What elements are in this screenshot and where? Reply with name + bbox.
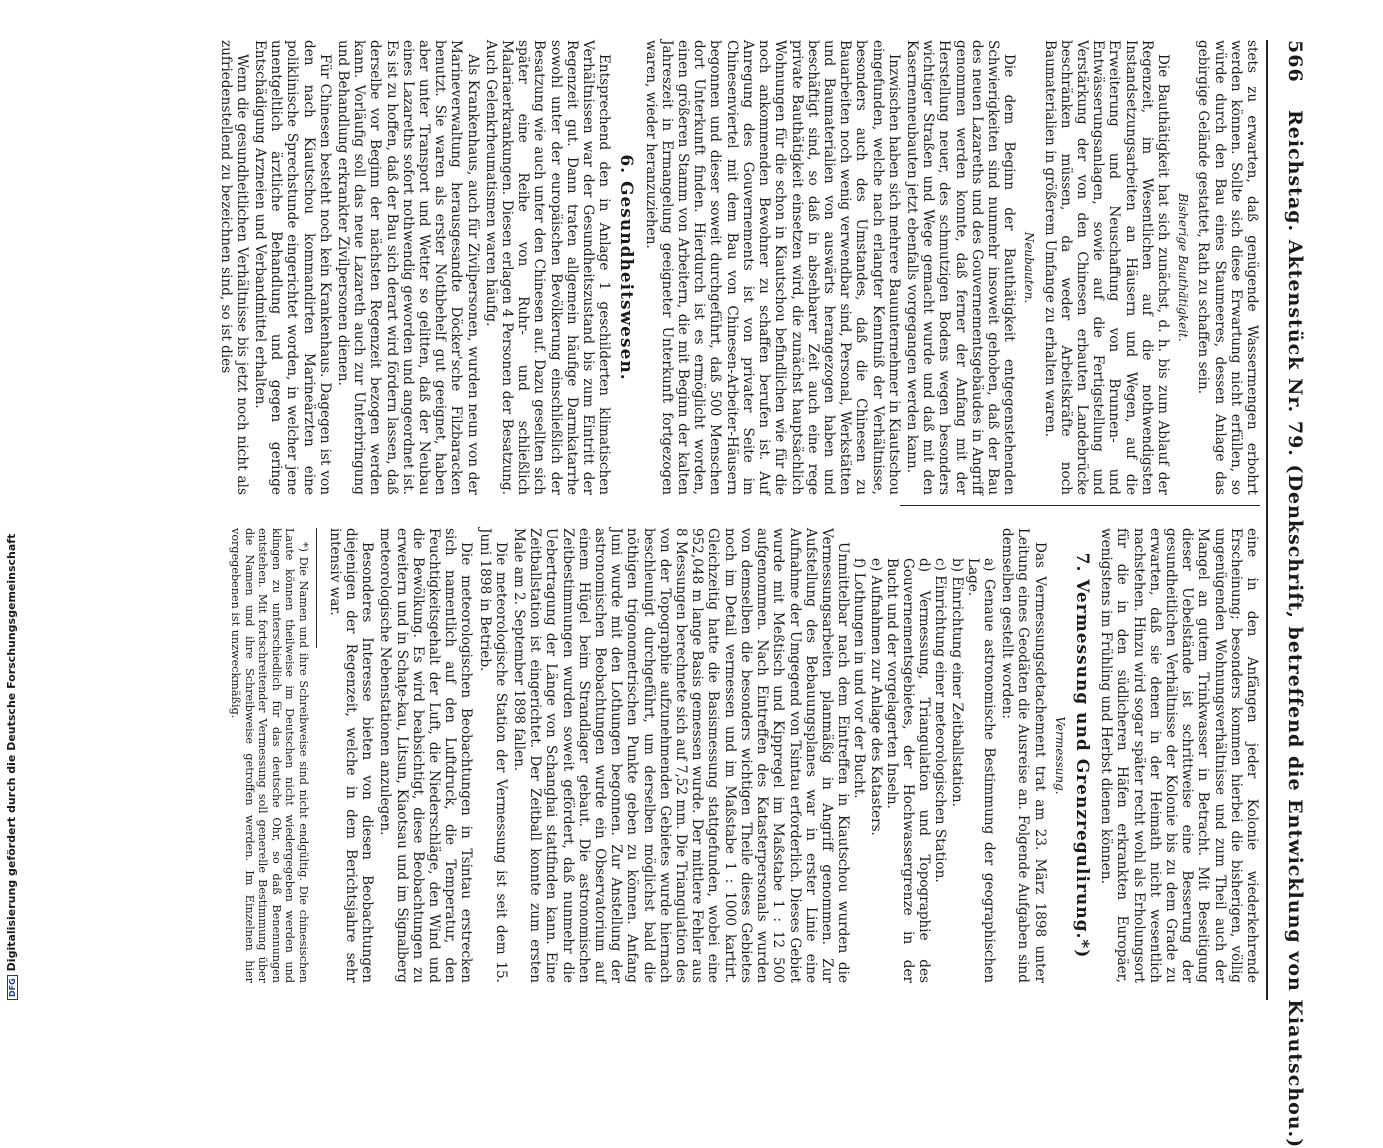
list-item: f) Lothungen in und vor der Bucht. <box>851 558 868 799</box>
column-divider <box>900 505 1260 506</box>
paragraph: Für Chinesen besteht noch kein Krankenhaus. Dagegen ist von den nach Kiautschou kommandirten Marineärzten eine poliklinische Sprechstunde eingerichtet worden, in welcher jene unentgeltlich ärztliche Behandlung und gegen geringe Entschädigung Arzneien und Verbandmittel erhalten. <box>252 40 333 495</box>
paragraph: Die meteorologischen Beobachtungen in Tsintau erstrecken sich namentlich auf den Luftdruck, die Temperatur, den Feuchtigkeitsgehalt der Luft, die Niederschläge, den Wind und die Bewölkung. Es wird beabsichtigt, diese Beobachtungen zu erweitern und in Schaţe-kau, Litsun, Kiaotsau und im Signalberg meteorologische Nebenstationen anzulegen. <box>377 528 475 983</box>
left-column <box>215 40 1260 495</box>
paragraph: Wenn die gesundheitlichen Verhältnisse bis jetzt noch nicht als zufriedenstellend zu bezeichnen sind, so ist dies <box>217 40 250 495</box>
footnote: *) Die Namen und ihre Schreibweise sind nicht endgültig. Die chinesischen Laute können theilweise im Deutschen nicht wiedergegeben werden und klingen zu unterschiedlich für das deutsche Ohr, so daß Benennungen entstehen. Mit fortschreitender Vermessung soll generelle Bestimmung über die Namen und ihre Schreibweise getroffen werden. Im Einzelnen hier vorgegebenen ist unzweckmäßig. <box>229 528 310 983</box>
credit-text: Digitalisierung gefördert durch die Deutsche Forschungsgemeinschaft <box>5 533 18 972</box>
header-rule <box>1266 40 1268 1000</box>
list-item: a) Genaue astronomische Bestimmung der geographischen Lage. <box>964 558 997 983</box>
paragraph: Als Krankenhaus, auch für Zivilpersonen, wurden neun von der Marineverwaltung herausgesandte Döcker'sche Filzbaracken benutzt. Sie waren als erster Nothbehelf gut geeignet, haben aber unter Transport und Wetter so gelitten, daß der Neubau eines Lazareths sofort nothwendig geworden und angeordnet ist. Es ist zu hoffen, daß der Bau sich derart wird fördern lassen, daß derselbe vor Beginn der nächsten Regenzeit bezogen werden kann. Vorläufig soll das neue Lazareth auch zur Unterbringung und Behandlung erkrankter Zivilpersonen dienen. <box>335 40 481 495</box>
list-item: e) Aufnahmen zur Anlage des Katasters. <box>867 558 884 836</box>
page-header <box>1272 40 1312 1148</box>
paragraph: Unmittelbar nach dem Eintreffen in Kiautschou wurden die Vermessungsarbeiten planmäßig in Angriff genommen. Zur Aufstellung des Bebauungsplanes war in erster Linie eine Aufnahme der Umgegend von Tsintau erforderlich. Dieses Gebiet wurde mit Meßtisch und Kippregel im Maßstabe 1 : 12 500 aufgenommen. Nach Eintreffen des Katasterpersonals wurden von demselben die besonders wichtigen Theile dieses Gebietes noch im Detail vermessen und im Maßstabe 1 : 1000 kartirt. Gleichzeitig hatte die Basismessung stattgefunden, wobei eine 952,048 m lange Basis gemessen wurde. Der mittlere Fehler aus 8 Messungen berechnete sich auf 7,52 mm. Die Triangulation des von der Topographie aufzunehmenden Gebietes wurde hiernach beschleunigt durchgeführt, um derselben möglichst bald die nöthigen trigonometrischen Punkte geben zu können. Anfang Juni wurde mit den Lothungen begonnen. Zur Anstellung der astronomischen Beobachtungen wurde ein Observatorium auf einem Hügel beim Strandlager gebaut. Die astronomischen Zeitbestimmungen wurden soweit gefördert, daß nunmehr die Uebertragung der Länge von Schanghai stattfinden kann. Eine Zeitballstation ist eingerichtet. Der Zeitball konnte zum ersten Male am 2. September 1898 fallen. <box>511 528 852 983</box>
paragraph: Besonderes Interesse bieten von diesen Beobachtungen diejenigen der Regenzeit, welche in dem Berichtsjahre sehr intensiv war. <box>326 528 376 983</box>
paragraph: Die dem Beginn der Bauthätigkeit entgegenstehenden Schwierigkeiten sind nunmehr insoweit gehoben, daß der Bau des neuen Lazareths und des Gouvernementsgebäudes in Angriff genommen werden konnte, daß ferner der Anfang mit der Herstellung neuer, des schmutzigen Bodens wegen besonders wichtiger Straßen und Wege gemacht wurde und daß mit den Kasernenneubauten jetzt ebenfalls vorgegangen werden kann. <box>903 40 1018 495</box>
list-item: b) Einrichtung einer Zeitballstation. <box>948 558 965 807</box>
subheading: Vermessung. <box>1052 716 1067 795</box>
subheading: Neubauten. <box>1022 231 1037 304</box>
footnote-rule <box>316 528 317 648</box>
right-column <box>227 528 1260 983</box>
paragraph: Die meteorologische Station der Vermessung ist seit dem 15. Juni 1898 in Betrieb. <box>476 528 509 983</box>
paragraph: Das Vermessungsdetachement trat am 23. März 1898 unter Leitung eines Geodäten die Ausreise an. Folgende Aufgaben sind demselben gestellt worden: <box>999 528 1048 983</box>
dfg-logo: DFG <box>7 975 18 1000</box>
section-heading: 7. Vermessung und Grenzregulirung.*) <box>1071 552 1092 959</box>
digitization-credit <box>5 533 18 1000</box>
section-heading: 6. Gesundheitswesen. <box>616 154 637 381</box>
paragraph: eine in den Anfängen jeder Kolonie wiederkehrende Erscheinung; besonders kommen hierbei die bisherigen, völlig ungenügenden Wohnungsverhältnisse und zum Theil auch der Mangel an gutem Trinkwasser in Betracht. Mit Beseitigung dieser Uebelstände ist schrittweise eine Besserung der gesundheitlichen Verhältnisse der Kolonie bis zu dem Grade zu erwarten, daß sie denen in der Heimath nicht wesentlich nachstehen. Hinzu wird sogar später recht wohl als Erholungsort für die in den südlicheren Häfen erkrankten Europäer, wenigstens im Frühling und Herbst dienen können. <box>1098 528 1260 983</box>
list-item: c) Einrichtung einer meteorologischen Station. <box>932 558 949 883</box>
list-item: d) Vermessung, Triangulation und Topographie des Gouvernementsgebietes, der Hochwassergrenze in der Bucht und der vorgelagerten Inseln. <box>883 558 933 983</box>
running-title: Reichstag. Aktenstück Nr. 79. (Denkschrift, betreffend die Entwicklung von Kiautschou.) <box>1284 110 1306 1148</box>
page-number: 566 <box>1284 40 1306 83</box>
paragraph: Inzwischen haben sich mehrere Bauunternehmer in Kiautschou eingefunden, welche nach erlangter Kenntniß der Verhältnisse, besonders auch des Umstandes, daß die Chinesen zu Bauarbeiten noch wenig verwendbar sind, Personal, Werkstätten und Baumaterialien von auswärts herangezogen haben und beschäftigt sind, so daß in absehbarer Zeit auch eine rege private Bauthätigkeit einsetzen wird, die zunächst hauptsächlich Wohnungen für die schon in Kiautschou befindlichen wie für die noch ankommenden Bewohner zu schaffen berufen ist. Auf Anregung des Gouvernements ist von privater Seite im Chinesenviertel mit dem Bau von Chinesen-Arbeiter-Häusern begonnen und dieser soweit durchgeführt, daß 500 Menschen dort Unterkunft finden. Hierdurch ist es ermöglicht worden, einen größeren Stamm von Arbeitern, die mit Beginn der kalten Jahreszeit in Ermangelung geeigneter Unterkunft fortgezogen waren, wieder heranzuziehen. <box>642 40 902 495</box>
paragraph: stets zu erwarten, daß genügende Wassermengen erbohrt werden können. Sollte sich diese Erwartung nicht erfüllen, so würde durch den Bau eines Staumeeres, dessen Anlage das gebirgige Gelände gestattet, Rath zu schaffen sein. <box>1195 40 1260 495</box>
paragraph: Entsprechend den in Anlage 1 geschilderten klimatischen Verhältnissen war der Gesundheitszustand bis zum Eintritt der Regenzeit gut. Dann traten allgemein häufige Darmkatarrhe sowohl unter der europäischen Bevölkerung einschließlich der Besatzung wie auch unter den Chinesen auf. Dazu gesellten sich später eine Reihe von Ruhr- und schließlich Malariaerkrankungen. Diesen erlagen 4 Personen der Besatzung. Auch Gelenkrheumatismen waren häufig. <box>482 40 613 495</box>
paragraph: Die Bauthätigkeit hat sich zunächst, d. h. bis zum Ablauf der Regenzeit, im Wesentlichen auf die nothwendigsten Instandsetzungsarbeiten an Häusern und Wegen, auf die Erweiterung und Neuschaffung von Brunnen- und Entwässerungsanlagen, sowie auf die Fertigstellung und Verstärkung der von den Chinesen erbauten Landebrücke beschränken müssen, da weder Arbeitskräfte noch Baumaterialien in größerem Umfange zu erhalten waren. <box>1041 40 1171 495</box>
subheading: Bisherige Bauthätigkeit. <box>1176 193 1191 342</box>
task-list <box>851 528 997 983</box>
